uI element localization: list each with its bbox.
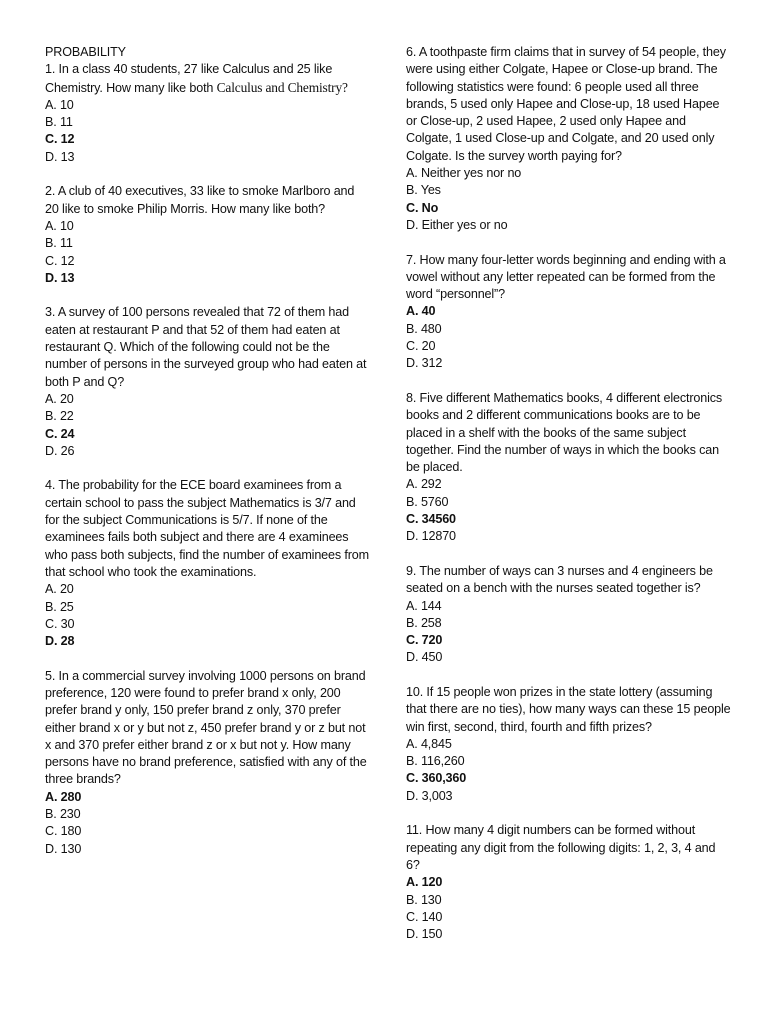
question-text-a: 1. In a class 40 students, 27 like Calculus and 25 like Chemistry. How many like both <box>45 62 333 95</box>
right-column <box>406 44 731 961</box>
option-d: D. 150 <box>406 927 443 942</box>
question-4 <box>45 477 370 650</box>
option-c: C. 20 <box>406 339 436 354</box>
option-c: C. 140 <box>406 909 443 924</box>
option-a: A. Neither yes nor no <box>406 166 522 181</box>
option-c: C. 12 <box>45 132 75 147</box>
question-text: 6. A toothpaste firm claims that in survey of 54 people, they were using either Colgate, Hapee or Close-up brand. The following statistics were found: 6 people used all three brands, 5 used only Hapee and Close-up, 18 used Hapee or Close-up, 2 used Hapee, 2 used only Hapee and Colgate, 1 used Close-up and Colgate, and 20 used only Colgate. Is the survey worth paying for? <box>406 45 726 163</box>
option-d: D. 450 <box>406 650 443 665</box>
option-a: A. 4,845 <box>406 736 452 751</box>
question-text: 10. If 15 people won prizes in the state lottery (assuming that there are no ties), how many ways can these 15 people win first, second, third, fourth and fifth prizes? <box>406 684 731 734</box>
option-a: A. 20 <box>45 391 74 406</box>
question-3 <box>45 304 370 460</box>
question-10 <box>406 684 731 805</box>
option-c: C. 12 <box>45 253 75 268</box>
option-b: B. 480 <box>406 321 442 336</box>
option-a: A. 10 <box>45 97 74 112</box>
question-5 <box>45 668 370 858</box>
option-b: B. 11 <box>45 115 73 130</box>
option-b: B. 22 <box>45 409 74 424</box>
question-text: 11. How many 4 digit numbers can be formed without repeating any digit from the following digits: 1, 2, 3, 4 and 6? <box>406 823 716 872</box>
option-b: B. Yes <box>406 183 441 198</box>
question-text: 8. Five different Mathematics books, 4 different electronics books and 2 different communications books are to be placed in a shelf with the books of the same subject together. Find the number of ways in which the books can be placed. <box>406 390 723 475</box>
option-d: D. 28 <box>45 634 75 649</box>
option-b: B. 116,260 <box>406 754 465 769</box>
option-b: B. 5760 <box>406 494 449 509</box>
option-d: D. 3,003 <box>406 788 453 803</box>
option-b: B. 230 <box>45 807 81 822</box>
question-text: 2. A club of 40 executives, 33 like to smoke Marlboro and 20 like to smoke Philip Morris. How many like both? <box>45 184 355 216</box>
question-6 <box>406 44 731 234</box>
option-d: D. 26 <box>45 443 75 458</box>
question-9 <box>406 563 731 667</box>
question-text: 3. A survey of 100 persons revealed that 72 of them had eaten at restaurant P and that 52 of them had eaten at restaurant Q. Which of the following could not be the number of persons in the surveyed group who had eaten at both P and Q? <box>45 305 367 389</box>
option-c: C. 24 <box>45 426 75 441</box>
option-b: B. 11 <box>45 236 73 251</box>
option-d: D. Either yes or no <box>406 217 508 232</box>
option-d: D. 312 <box>406 356 443 371</box>
question-text: 4. The probability for the ECE board examinees from a certain school to pass the subject Mathematics is 3/7 and for the subject Communications is 5/7. If none of the examinees fails both subject and there are 4 examinees who pass both subjects, find the number of examinees from that school who took the examinations. <box>45 478 369 579</box>
option-a: A. 20 <box>45 582 74 597</box>
question-7 <box>406 252 731 373</box>
option-d: D. 13 <box>45 149 75 164</box>
option-d: D. 130 <box>45 841 82 856</box>
option-c: C. 360,360 <box>406 771 467 786</box>
question-1 <box>45 61 370 166</box>
question-text-b: Calculus and Chemistry? <box>216 79 348 95</box>
option-a: A. 292 <box>406 477 442 492</box>
option-a: A. 280 <box>45 789 82 804</box>
question-text: 5. In a commercial survey involving 1000 persons on brand preference, 120 were found to prefer brand x only, 200 prefer brand y only, 150 prefer brand z only, 370 prefer either brand x or y but not z, 450 prefer brand y or z but not x and 370 prefer either brand z or x but not y. How many persons have no brand preference, satisfied with any of the three brands? <box>45 668 367 787</box>
question-11 <box>406 822 731 943</box>
question-2 <box>45 183 370 287</box>
option-d: D. 12870 <box>406 529 456 544</box>
option-b: B. 258 <box>406 615 442 630</box>
question-text <box>45 61 370 97</box>
option-c: C. 180 <box>45 824 82 839</box>
page-heading: PROBABILITY <box>45 45 126 59</box>
option-a: A. 120 <box>406 875 443 890</box>
option-d: D. 13 <box>45 270 75 285</box>
option-a: A. 144 <box>406 598 442 613</box>
option-a: A. 40 <box>406 304 436 319</box>
question-8 <box>406 390 731 546</box>
option-c: C. 34560 <box>406 512 456 527</box>
question-text: 7. How many four-letter words beginning and ending with a vowel without any letter repeated can be formed from the word “personnel”? <box>406 252 726 302</box>
option-b: B. 25 <box>45 599 74 614</box>
option-c: C. 30 <box>45 616 75 631</box>
option-a: A. 10 <box>45 218 74 233</box>
option-c: C. 720 <box>406 633 443 648</box>
left-column <box>45 44 370 875</box>
option-c: C. No <box>406 200 439 215</box>
option-b: B. 130 <box>406 892 442 907</box>
question-text: 9. The number of ways can 3 nurses and 4 engineers be seated on a bench with the nurses seated together is? <box>406 563 713 596</box>
